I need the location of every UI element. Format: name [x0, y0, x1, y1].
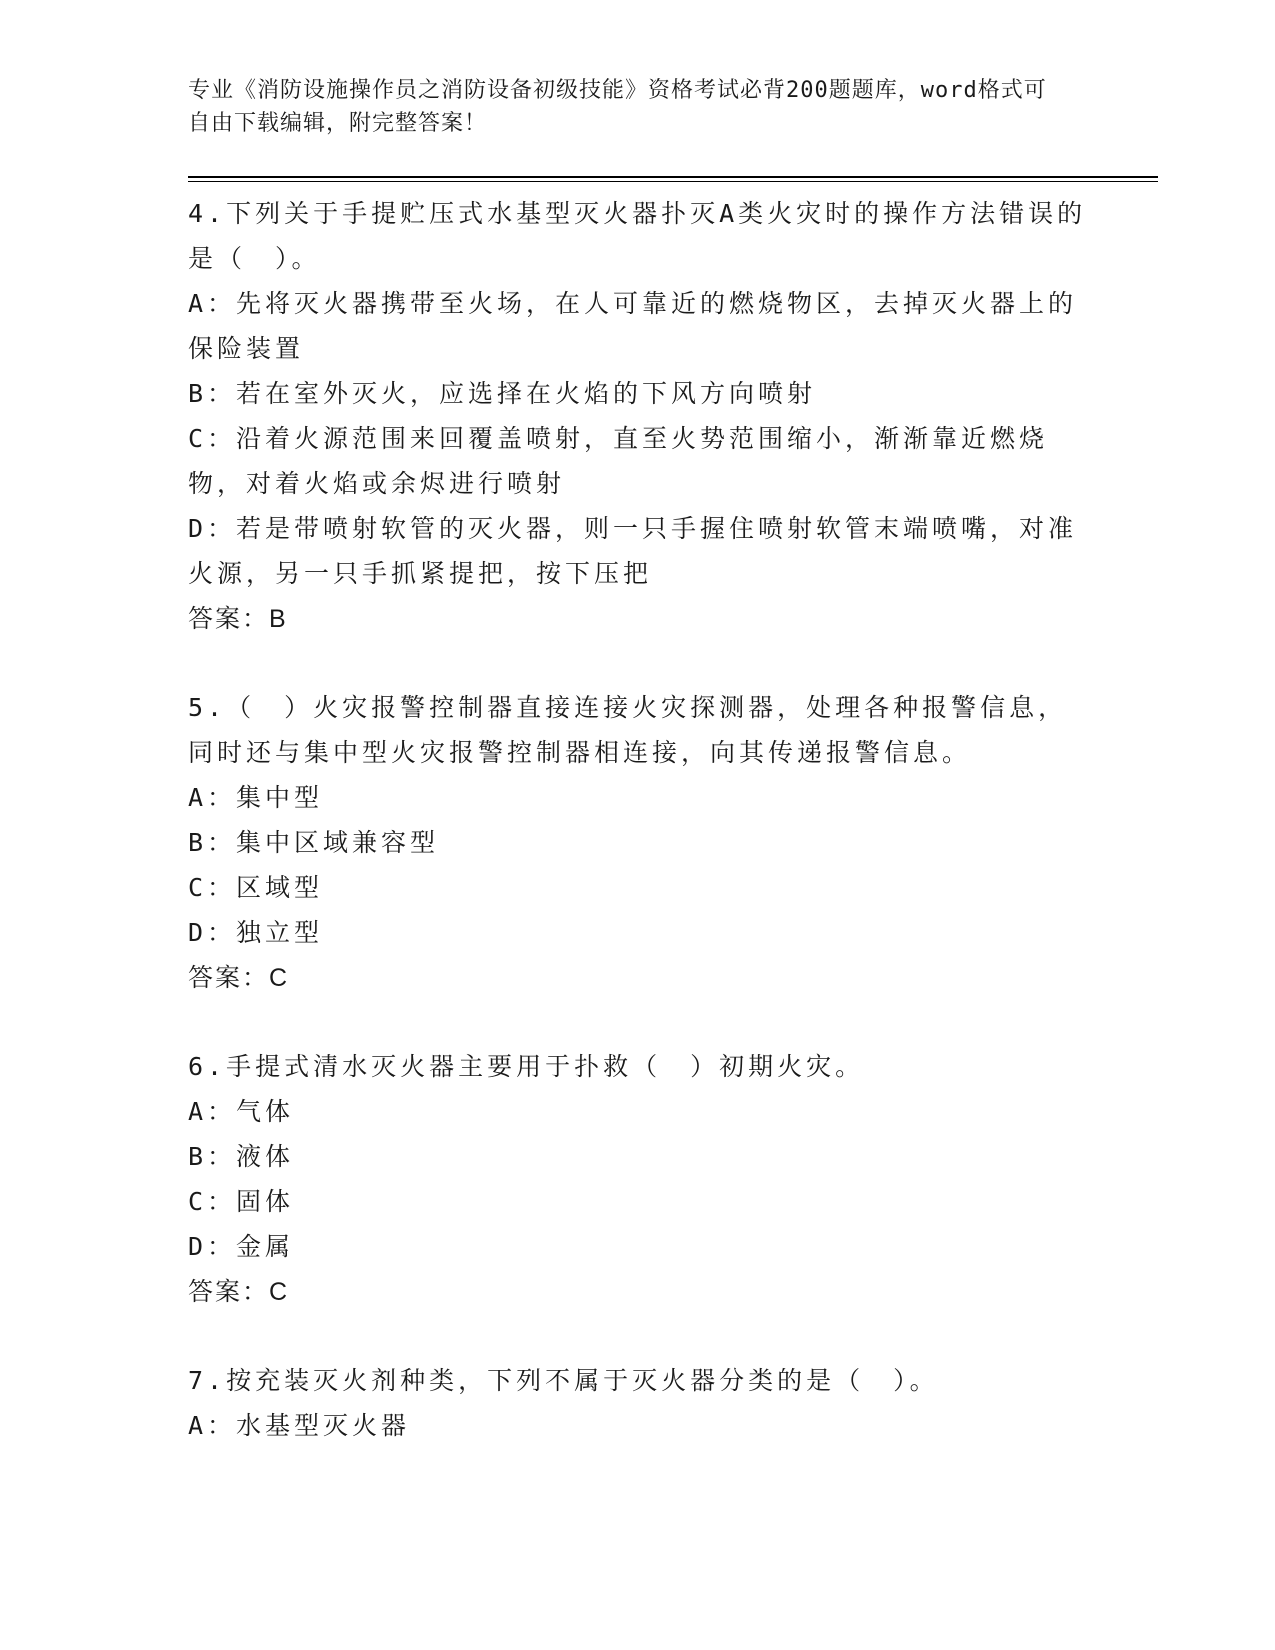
- question-stem: 5.（ ）火灾报警控制器直接连接火灾探测器，处理各种报警信息，同时还与集中型火灾报警控制器相连接，向其传递报警信息。: [188, 693, 1068, 767]
- option-a: A：水基型灭火器: [188, 1411, 411, 1440]
- question-4: [188, 191, 1088, 642]
- question-6: [188, 1044, 1088, 1315]
- option-a: A：先将灭火器携带至火场，在人可靠近的燃烧物区，去掉灭火器上的保险装置: [188, 289, 1078, 363]
- question-stem: 6.手提式清水灭火器主要用于扑救（ ）初期火灾。: [188, 1052, 865, 1081]
- option-a: A：集中型: [188, 783, 324, 812]
- option-d: D：独立型: [188, 918, 324, 947]
- option-b: B：若在室外灭火，应选择在火焰的下风方向喷射: [188, 379, 817, 408]
- question-7: [188, 1358, 1088, 1448]
- option-b: B：液体: [188, 1142, 295, 1171]
- option-c: C：沿着火源范围来回覆盖喷射，直至火势范围缩小，渐渐靠近燃烧物，对着火焰或余烬进行喷射: [188, 424, 1049, 498]
- header-divider-thick: [188, 176, 1158, 178]
- option-d: D：若是带喷射软管的灭火器，则一只手握住喷射软管末端喷嘴，对准火源，另一只手抓紧提把，按下压把: [188, 514, 1078, 588]
- answer-line: 答案：C: [188, 964, 290, 992]
- question-list: [188, 191, 1088, 1491]
- option-a: A：气体: [188, 1097, 295, 1126]
- question-stem: 4.下列关于手提贮压式水基型灭火器扑灭A类火灾时的操作方法错误的是（ ）。: [188, 199, 1087, 273]
- question-stem: 7.按充装灭火剂种类，下列不属于灭火器分类的是（ ）。: [188, 1366, 939, 1395]
- question-5: [188, 685, 1088, 1001]
- option-c: C：固体: [188, 1187, 295, 1216]
- answer-line: 答案：B: [188, 605, 288, 633]
- option-c: C：区域型: [188, 873, 324, 902]
- answer-line: 答案：C: [188, 1278, 290, 1306]
- option-d: D：金属: [188, 1232, 295, 1261]
- header-divider-thin: [188, 181, 1158, 182]
- document-header: 专业《消防设施操作员之消防设备初级技能》资格考试必背200题题库，word格式可自由下载编辑，附完整答案！: [188, 78, 1047, 136]
- option-b: B：集中区域兼容型: [188, 828, 440, 857]
